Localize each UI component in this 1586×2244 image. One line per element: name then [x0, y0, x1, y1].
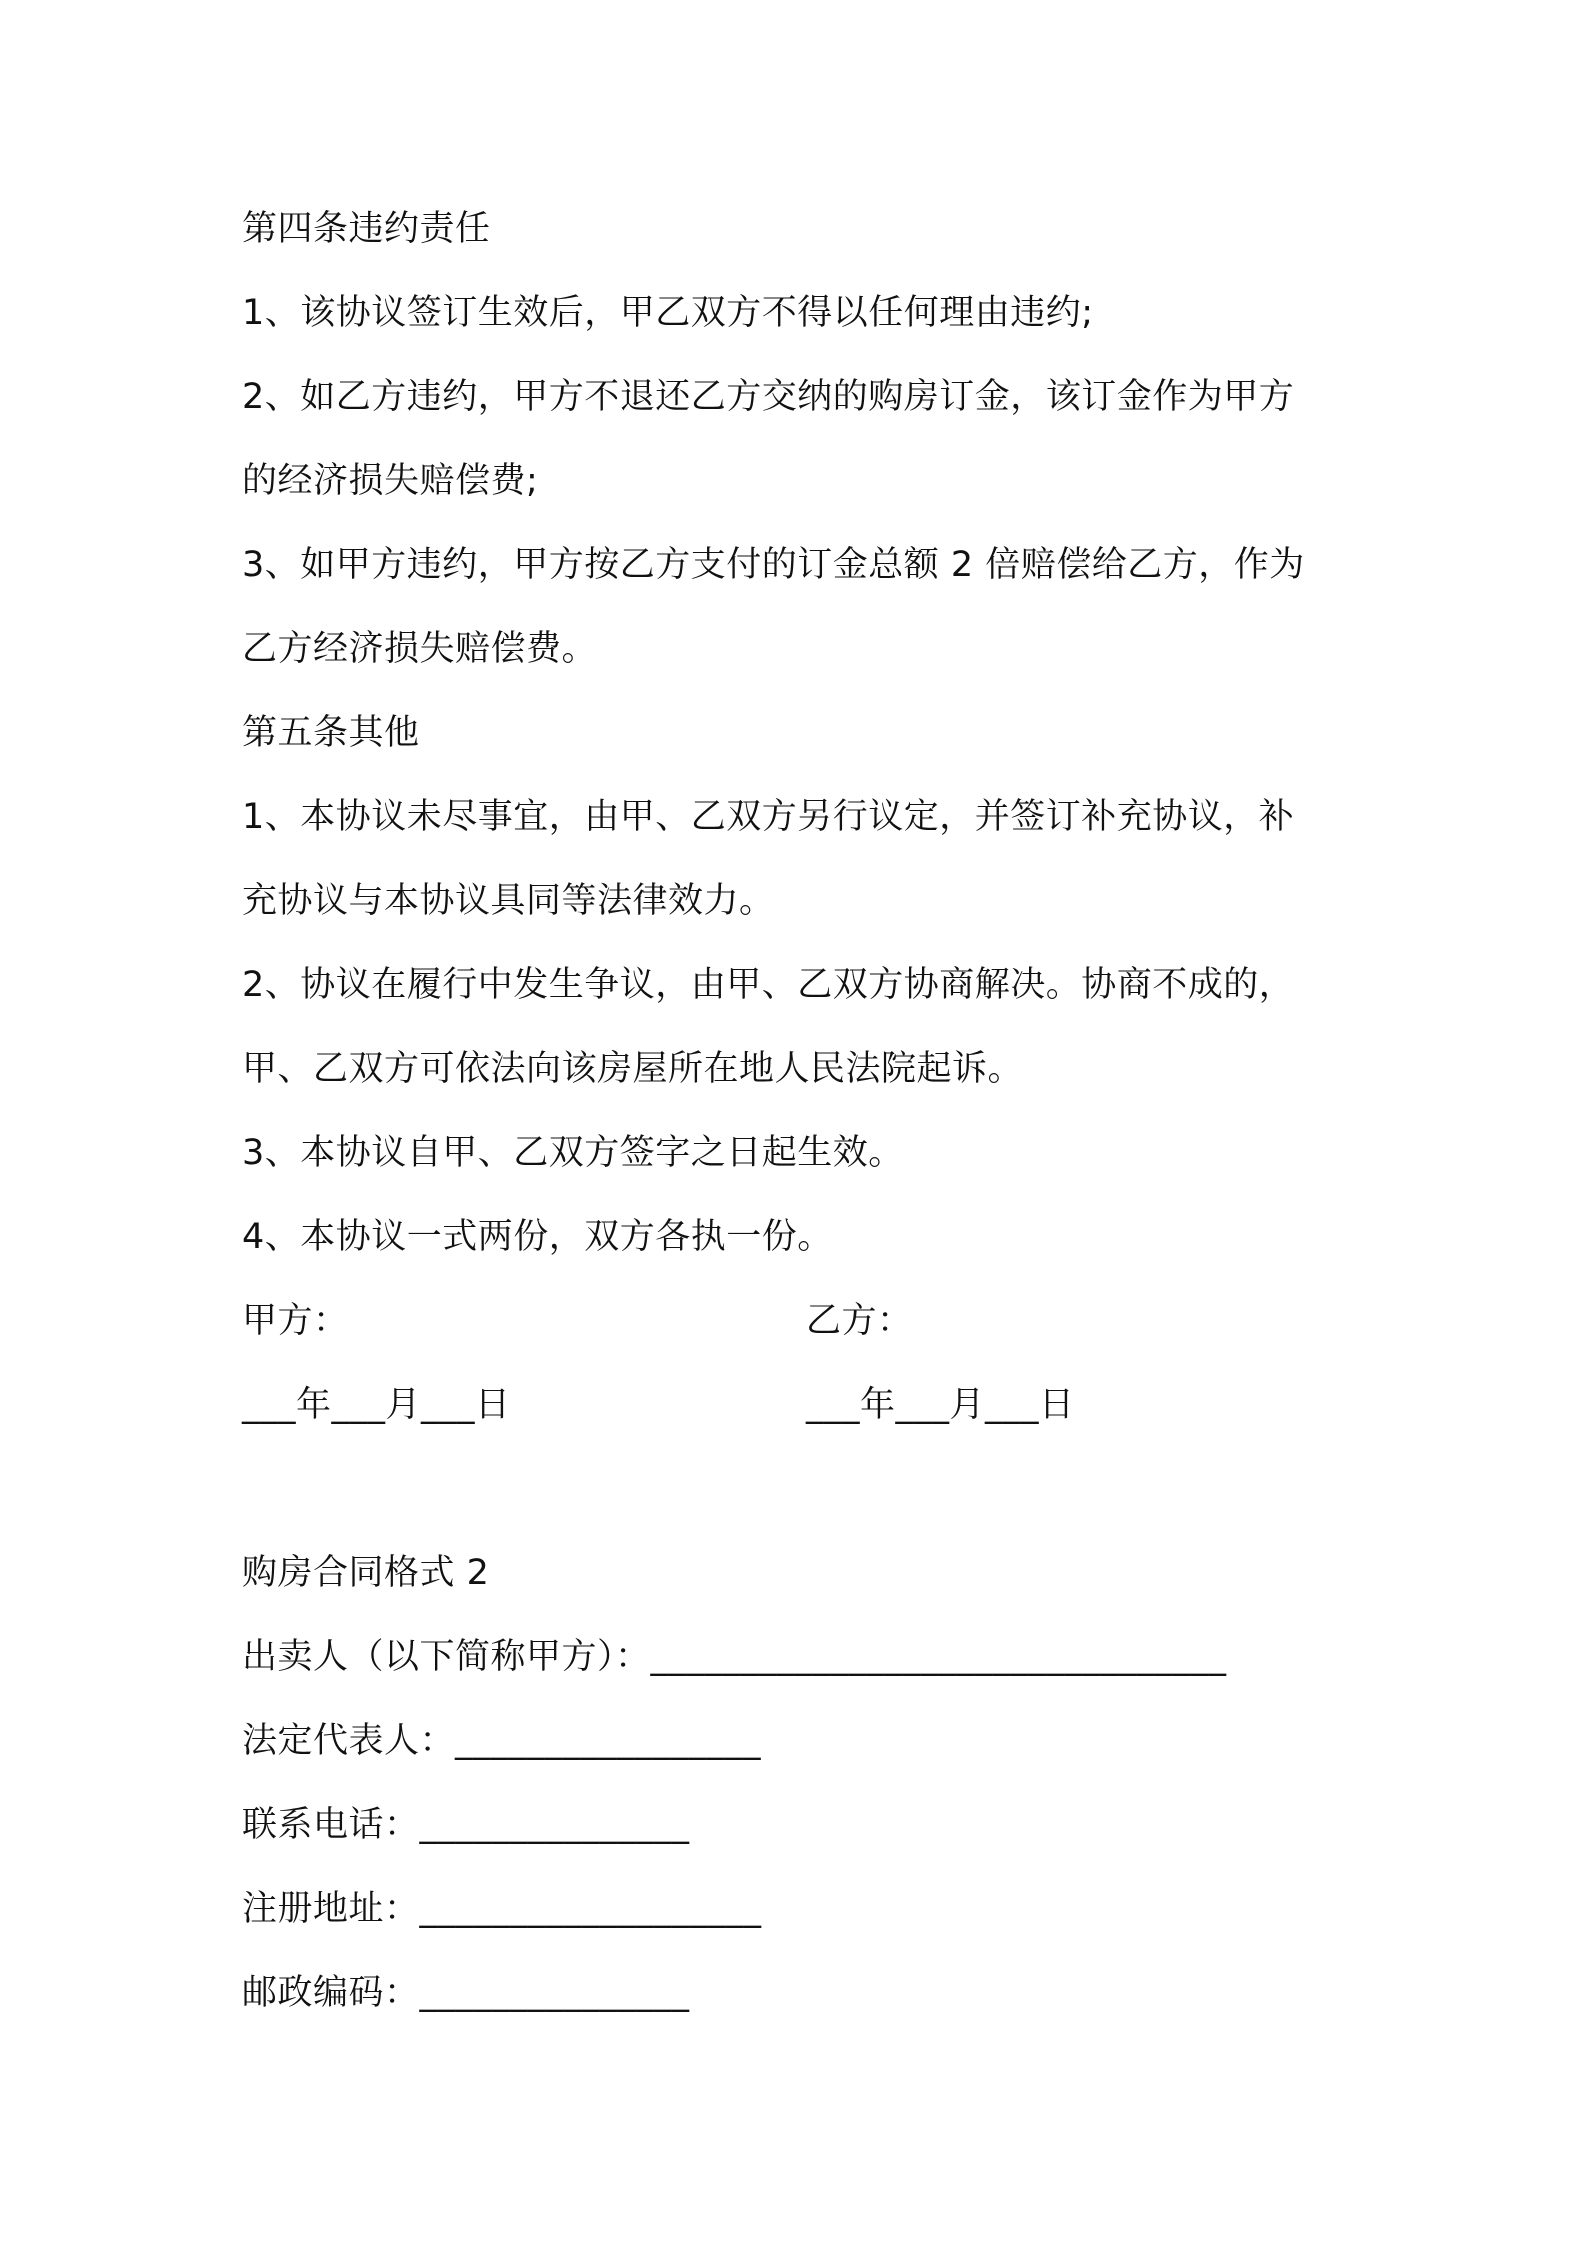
section4-item3-line2: 乙方经济损失赔偿费。 — [242, 629, 598, 669]
party-a-date: ___年___月___日 — [242, 1385, 511, 1425]
address-field: 注册地址：___________________ — [242, 1889, 762, 1929]
legal-rep-field: 法定代表人：_________________ — [242, 1721, 762, 1761]
section4-item2-line1: 2、如乙方违约，甲方不退还乙方交纳的购房订金，该订金作为甲方 — [242, 377, 1295, 417]
section5-item4: 4、本协议一式两份，双方各执一份。 — [242, 1217, 833, 1257]
section5-item1-line2: 充协议与本协议具同等法律效力。 — [242, 881, 775, 921]
section4-item3-line1: 3、如甲方违约，甲方按乙方支付的订金总额 2 倍赔偿给乙方，作为 — [242, 545, 1305, 585]
section4-heading: 第四条违约责任 — [242, 209, 491, 249]
party-b-label: 乙方： — [806, 1301, 913, 1341]
postal-code-field: 邮政编码：_______________ — [242, 1973, 690, 2013]
party-b-date: ___年___月___日 — [806, 1385, 1075, 1425]
section4-item1: 1、该协议签订生效后，甲乙双方不得以任何理由违约; — [242, 293, 1094, 333]
seller-field: 出卖人（以下简称甲方）：________________________________ — [242, 1637, 1227, 1677]
section5-item1-line1: 1、本协议未尽事宜，由甲、乙双方另行议定，并签订补充协议，补 — [242, 797, 1295, 837]
section4-item2-line2: 的经济损失赔偿费; — [242, 461, 539, 501]
party-a-label: 甲方： — [242, 1301, 349, 1341]
phone-field: 联系电话：_______________ — [242, 1805, 690, 1845]
section5-item2-line2: 甲、乙双方可依法向该房屋所在地人民法院起诉。 — [242, 1049, 1024, 1089]
section5-item2-line1: 2、协议在履行中发生争议，由甲、乙双方协商解决。协商不成的， — [242, 965, 1295, 1005]
section5-item3: 3、本协议自甲、乙双方签字之日起生效。 — [242, 1133, 904, 1173]
contract2-title: 购房合同格式 2 — [242, 1553, 490, 1593]
section5-heading: 第五条其他 — [242, 713, 420, 753]
